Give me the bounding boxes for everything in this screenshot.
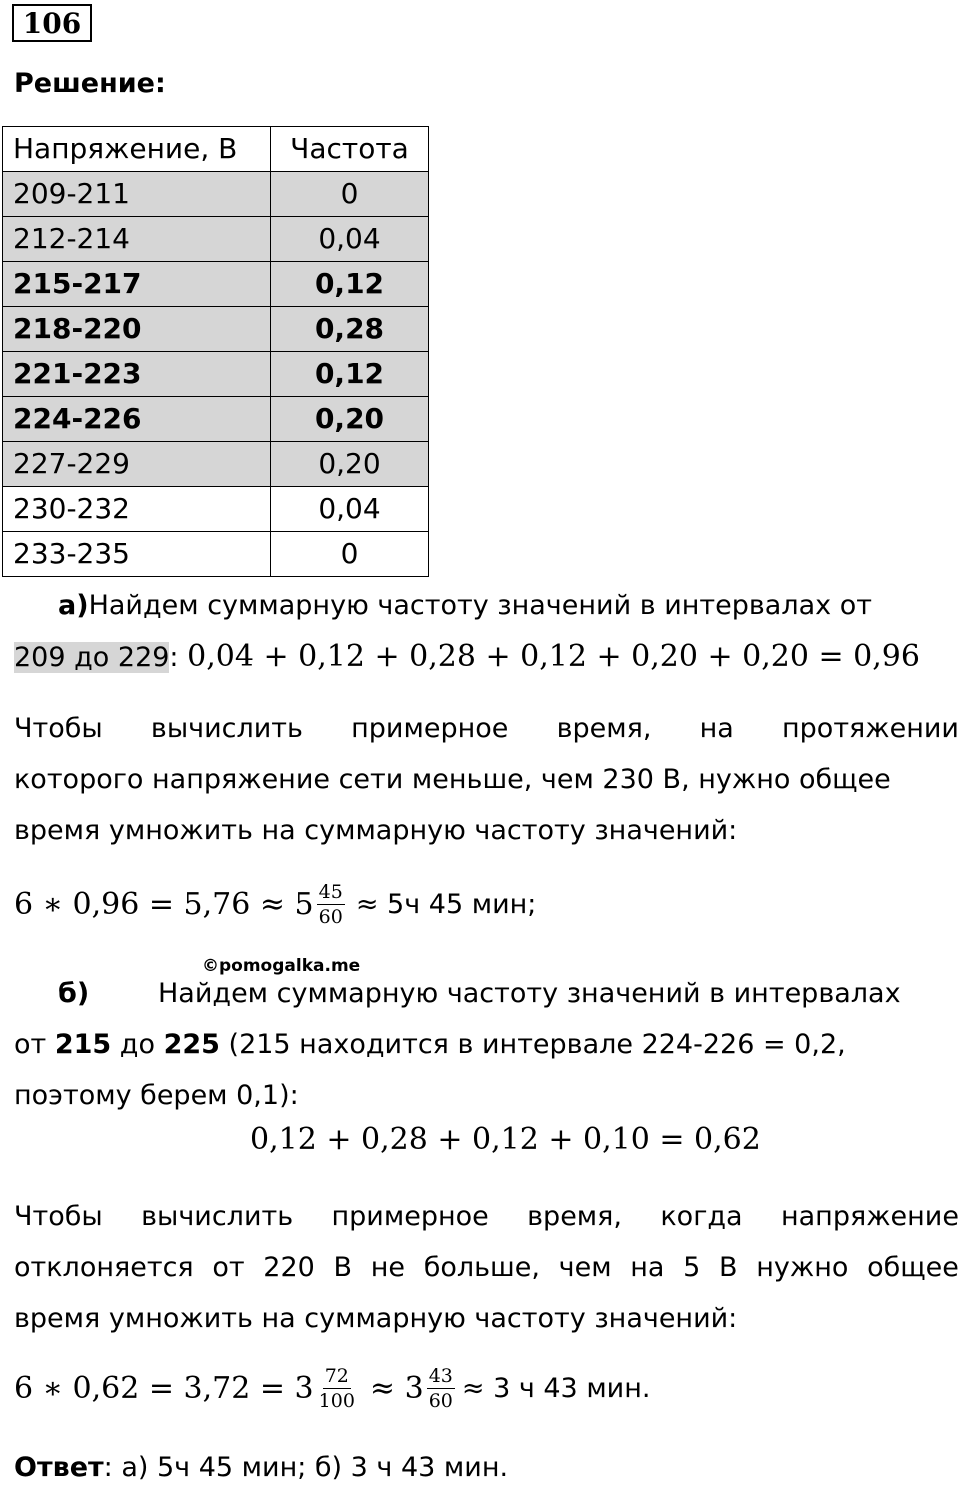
word: на — [699, 713, 734, 744]
word: время, — [556, 713, 652, 744]
part-b-explain-line-2 — [14, 1242, 959, 1293]
cell-frequency: 0,04 — [271, 487, 429, 532]
word: вычислить — [141, 1201, 294, 1232]
cell-range: 227-229 — [3, 442, 271, 487]
word: Чтобы — [14, 1201, 103, 1232]
part-a-result: ≈ 5ч 45 мин; — [355, 889, 537, 920]
cell-range: 212-214 — [3, 217, 271, 262]
word: на — [630, 1252, 665, 1283]
word: В — [719, 1252, 738, 1283]
part-a-range-highlight: 209 до 229 — [14, 642, 170, 673]
bound-225: 225 — [163, 1029, 220, 1060]
part-b-sum-formula: 0,12 + 0,28 + 0,12 + 0,10 = 0,62 — [250, 1122, 761, 1157]
solution-heading: Решение: — [14, 68, 166, 99]
table-row — [3, 532, 429, 577]
part-a-intro-line — [58, 580, 872, 631]
word: примерное — [351, 713, 509, 744]
cell-range: 230-232 — [3, 487, 271, 532]
fraction-numerator: 45 — [318, 881, 343, 903]
part-a-explain-line-2: которого напряжение сети меньше, чем 230 В, нужно общее — [14, 764, 891, 795]
part-b-line-2: от 215 до 225 (215 находится в интервале 224-226 = 0,2, — [14, 1029, 846, 1060]
part-a-calc-expression: 6 ∗ 0,96 = 5,76 ≈ 5 — [14, 887, 314, 922]
fraction-denominator: 100 — [318, 1390, 355, 1412]
frequency-table — [2, 126, 429, 577]
cell-frequency: 0,12 — [271, 262, 429, 307]
part-a-fraction — [317, 880, 345, 929]
word: напряжение — [780, 1201, 959, 1232]
table-row — [3, 442, 429, 487]
part-b-line-3: поэтому берем 0,1): — [14, 1080, 299, 1111]
word: время, — [527, 1201, 622, 1232]
part-a-sum-line — [14, 631, 920, 683]
cell-frequency: 0,12 — [271, 352, 429, 397]
header-voltage: Напряжение, В — [3, 127, 271, 172]
bound-215: 215 — [54, 1029, 112, 1060]
answer-line — [14, 1442, 508, 1493]
table-row — [3, 487, 429, 532]
part-b-result: ≈ 3 ч 43 мин. — [461, 1373, 651, 1404]
cell-range: 221-223 — [3, 352, 271, 397]
cell-range: 215-217 — [3, 262, 271, 307]
table-row — [3, 397, 429, 442]
word: больше, — [423, 1252, 540, 1283]
part-b-intro: Найдем суммарную частоту значений в интервалах — [158, 978, 901, 1009]
word: не — [370, 1252, 405, 1283]
table-row — [3, 217, 429, 262]
fraction-denominator: 60 — [428, 1390, 453, 1412]
word: 5 — [683, 1252, 701, 1283]
word: протяжении — [782, 713, 959, 744]
word: отклоняется — [14, 1252, 194, 1283]
part-a-explain-line-3: время умножить на суммарную частоту значений: — [14, 815, 738, 846]
cell-range: 224-226 — [3, 397, 271, 442]
word: 220 — [263, 1252, 315, 1283]
cell-range: 209-211 — [3, 172, 271, 217]
fraction-numerator: 43 — [428, 1365, 453, 1387]
cell-frequency: 0,28 — [271, 307, 429, 352]
part-a-explain-line-1 — [14, 703, 959, 754]
part-b-approx: ≈ 3 — [369, 1371, 424, 1406]
table-row — [3, 172, 429, 217]
part-b-calc-expression: 6 ∗ 0,62 = 3,72 = 3 — [14, 1371, 314, 1406]
table-row — [3, 262, 429, 307]
word: нужно — [756, 1252, 849, 1283]
watermark: ©pomogalka.me — [202, 956, 361, 976]
word: от — [212, 1252, 245, 1283]
word: вычислить — [150, 713, 303, 744]
task-number: 106 — [12, 4, 92, 42]
part-a-calculation — [14, 880, 536, 929]
word: примерное — [331, 1201, 489, 1232]
cell-range: 218-220 — [3, 307, 271, 352]
cell-frequency: 0 — [271, 172, 429, 217]
part-a-sum-formula: 0,04 + 0,12 + 0,28 + 0,12 + 0,20 + 0,20 = 0,96 — [187, 639, 920, 674]
part-a-colon: : — [169, 642, 179, 673]
table-header-row — [3, 127, 429, 172]
table-row — [3, 352, 429, 397]
part-a-intro: Найдем суммарную частоту значений в интервалах от — [88, 590, 872, 621]
answer-label: Ответ — [14, 1452, 104, 1483]
cell-range: 233-235 — [3, 532, 271, 577]
word: Чтобы — [14, 713, 103, 744]
cell-frequency: 0,20 — [271, 397, 429, 442]
part-b-fraction-1 — [317, 1364, 357, 1413]
part-b-label: б) — [58, 978, 90, 1009]
part-b-explain-line-3: время умножить на суммарную частоту значений: — [14, 1303, 738, 1334]
word: общее — [867, 1252, 959, 1283]
part-a-label: а) — [58, 590, 89, 621]
fraction-numerator: 72 — [324, 1365, 349, 1387]
cell-frequency: 0 — [271, 532, 429, 577]
cell-frequency: 0,20 — [271, 442, 429, 487]
part-b-explain-line-1 — [14, 1191, 959, 1242]
word: чем — [558, 1252, 612, 1283]
word: В — [333, 1252, 353, 1283]
part-b-calculation — [14, 1364, 650, 1413]
word: когда — [660, 1201, 743, 1232]
cell-frequency: 0,04 — [271, 217, 429, 262]
header-frequency: Частота — [271, 127, 429, 172]
part-b-fraction-2 — [427, 1364, 455, 1413]
answer-text: : а) 5ч 45 мин; б) 3 ч 43 мин. — [103, 1452, 509, 1483]
table-row — [3, 307, 429, 352]
fraction-denominator: 60 — [318, 906, 343, 928]
